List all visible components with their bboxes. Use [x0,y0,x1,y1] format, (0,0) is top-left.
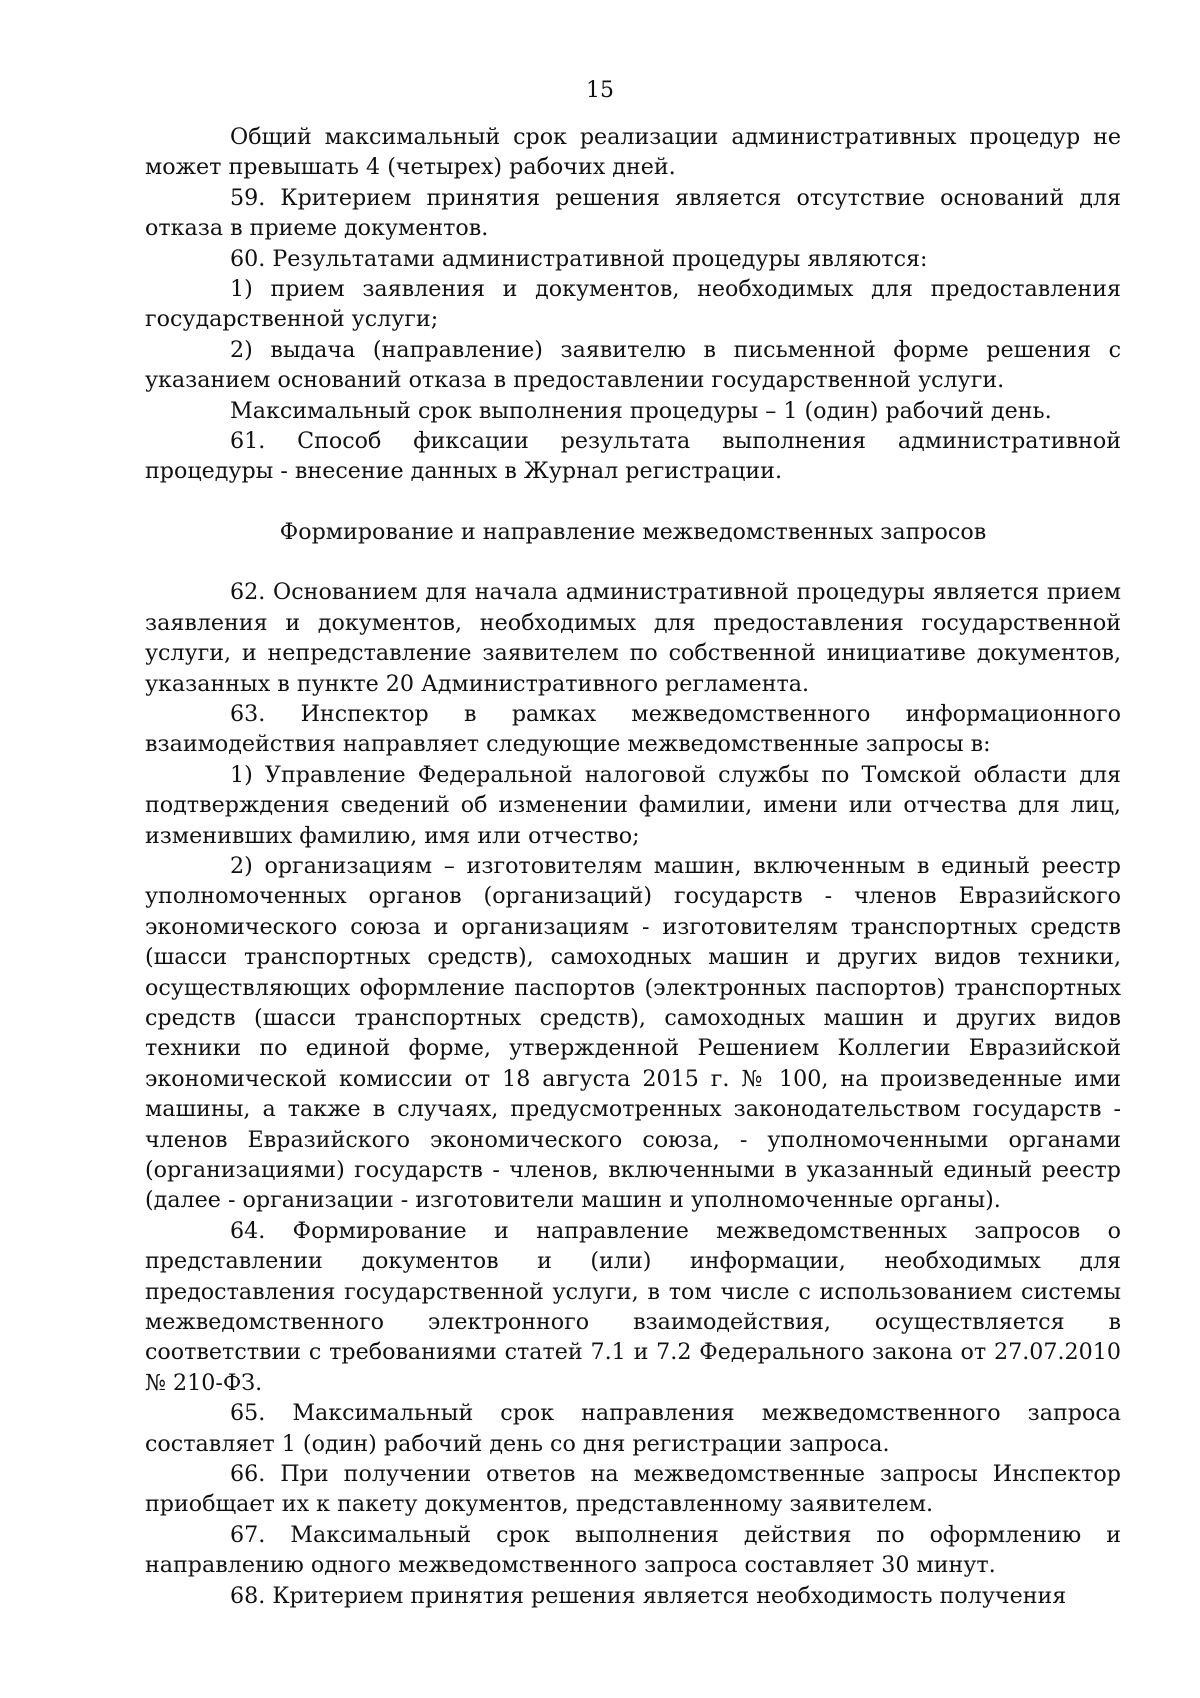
paragraph-65: 65. Максимальный срок направления межведомственного запроса составляет 1 (один) рабочий день со дня регистрации запроса. [145,1400,1121,1457]
section-heading: Формирование и направление межведомственных запросов [279,518,987,545]
paragraph-68: 68. Критерием принятия решения является необходимость получения [230,1582,1067,1609]
paragraph-63-item-2: 2) организациям – изготовителям машин, включенным в единый реестр уполномоченных органов (организаций) государств - членов Евразийского экономического союза и организациям - изготовителям транспортных средств (шасси транспортных средств), самоходных машин и других видов техники, осуществляющих оформление паспортов (электронных паспортов) транспортных средств (шасси транспортных средств), самоходных машин и других видов техники по единой форме, утвержденной Решением Коллегии Евразийской экономической комиссии от 18 августа 2015 г. № 100, на произведенные ими машины, а также в случаях, предусмотренных законодательством государств - членов Евразийского экономического союза, - уполномоченными органами (организациями) государств - членов, включенными в указанный единый реестр (далее - организации - изготовители машин и уполномоченные органы). [145,852,1121,1214]
paragraph-60-item-1: 1) прием заявления и документов, необходимых для предоставления государственной услуги; [145,276,1121,333]
paragraph-63-item-1: 1) Управление Федеральной налоговой службы по Томской области для подтверждения сведений об изменении фамилии, имени или отчества для лиц, изменивших фамилию, имя или отчество; [145,761,1121,849]
paragraph-64: 64. Формирование и направление межведомственных запросов о представлении документов и (или) информации, необходимых для предоставления государственной услуги, в том числе с использованием системы межведомственного электронного взаимодействия, осуществляется в соответствии с требованиями статей 7.1 и 7.2 Федерального закона от 27.07.2010 № 210-ФЗ. [145,1217,1121,1396]
paragraph-max-deadline: Максимальный срок выполнения процедуры – 1 (один) рабочий день. [230,397,1052,424]
paragraph-59: 59. Критерием принятия решения является отсутствие оснований для отказа в приеме документов. [145,184,1121,242]
paragraph-total-deadline: Общий максимальный срок реализации административных процедур не может превышать 4 (четырех) рабочих дней. [145,124,1121,181]
paragraph-62: 62. Основанием для начала административной процедуры является прием заявления и документов, необходимых для предоставления государственной услуги, и непредставление заявителем по собственной инициативе документов, указанных в пункте 20 Административного регламента. [145,579,1121,697]
document-body [145,122,1121,1611]
paragraph-67: 67. Максимальный срок выполнения действия по оформлению и направлению одного межведомственного запроса составляет 30 минут. [145,1521,1121,1579]
paragraph-63: 63. Инспектор в рамках межведомственного информационного взаимодействия направляет следующие межведомственные запросы в: [145,700,1121,758]
paragraph-66: 66. При получении ответов на межведомственные запросы Инспектор приобщает их к пакету документов, представленному заявителем. [145,1461,1121,1518]
page-number: 15 [586,78,614,103]
paragraph-60-item-2: 2) выдача (направление) заявителю в письменной форме решения с указанием оснований отказа в предоставлении государственной услуги. [145,336,1121,394]
paragraph-60: 60. Результатами административной процедуры являются: [230,245,928,272]
paragraph-61: 61. Способ фиксации результата выполнения административной процедуры - внесение данных в Журнал регистрации. [145,428,1121,485]
